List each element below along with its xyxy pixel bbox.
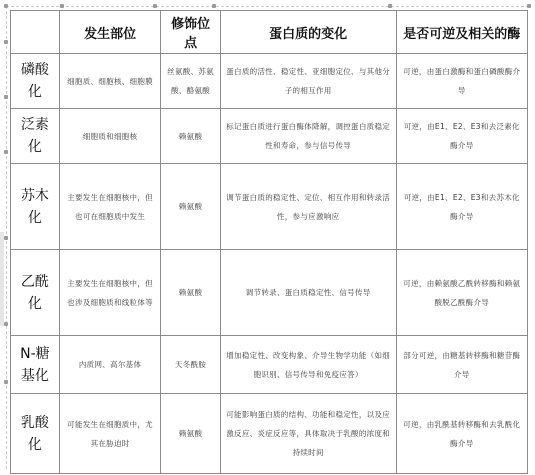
header-corner [11, 11, 60, 54]
table-header-row [11, 11, 528, 54]
cell-site: 细胞质、细胞核、细胞膜 [59, 54, 161, 109]
cell-change: 调节转录、蛋白质稳定性、信号传导 [220, 250, 396, 336]
cell-reversible: 可逆，由蛋白激酶和蛋白磷酸酶介导 [396, 54, 527, 109]
cell-residue: 赖氨酸 [161, 109, 220, 164]
cell-change: 增加稳定性、改变构象、介导生物学功能（如细胞识别、信号传导和免疫应答） [220, 336, 396, 394]
table-row [11, 54, 528, 109]
row-name: 乙酰化 [11, 250, 60, 336]
cell-residue: 赖氨酸 [161, 250, 220, 336]
header-change: 蛋白质的变化 [220, 11, 396, 54]
row-name: N-糖基化 [11, 336, 60, 394]
row-name: 乳酸化 [11, 394, 60, 474]
header-reversible: 是否可逆及相关的酶 [396, 11, 527, 54]
cell-site: 主要发生在细胞核中，但也可在细胞质中发生 [59, 164, 161, 250]
header-residue: 修饰位点 [161, 11, 220, 54]
row-name: 磷酸化 [11, 54, 60, 109]
row-marker-2[interactable] [4, 95, 8, 99]
column-marker-4[interactable] [388, 4, 392, 8]
cell-reversible: 可逆，由E1、E2、E3和去泛素化酶介导 [396, 109, 527, 164]
cell-change: 标记蛋白质进行蛋白酶体降解，调控蛋白质稳定性和寿命，参与信号传导 [220, 109, 396, 164]
row-marker-3[interactable] [4, 150, 8, 154]
cell-site: 细胞质和细胞核 [59, 109, 161, 164]
cell-reversible: 可逆，由赖氨酸乙酰转移酶和赖氨酸脱乙酰酶介导 [396, 250, 527, 336]
cell-change: 蛋白质的活性、稳定性、亚细胞定位、与其他分子的相互作用 [220, 54, 396, 109]
row-marker-1[interactable] [4, 40, 8, 44]
ptm-comparison-table [10, 10, 528, 474]
row-marker-5[interactable] [4, 322, 8, 326]
cell-reversible: 可逆，由E1、E2、E3和去苏木化酶介导 [396, 164, 527, 250]
cell-residue: 丝氨酸、苏氨酸、酪氨酸 [161, 54, 220, 109]
cell-site: 主要发生在细胞核中，但也涉及细胞质和线粒体等 [59, 250, 161, 336]
row-marker-6[interactable] [4, 380, 8, 384]
table-row [11, 109, 528, 164]
header-site: 发生部位 [59, 11, 161, 54]
column-marker-3[interactable] [212, 4, 216, 8]
cell-change: 可能影响蛋白质的结构、功能和稳定性，以及应激反应、炎症反应等，具体取决于乳酸的浓度和持续时间 [220, 394, 396, 474]
cell-residue: 天冬酰胺 [161, 336, 220, 394]
cell-residue: 赖氨酸 [161, 164, 220, 250]
cell-reversible: 部分可逆，由糖基转移酶和糖苷酶介导 [396, 336, 527, 394]
table-row [11, 164, 528, 250]
table-row [11, 394, 528, 474]
cell-residue: 赖氨酸 [161, 394, 220, 474]
table-row [11, 336, 528, 394]
row-name: 苏木化 [11, 164, 60, 250]
row-name: 泛素化 [11, 109, 60, 164]
cell-site: 内质网、高尔基体 [59, 336, 161, 394]
column-marker-2[interactable] [153, 4, 157, 8]
table-move-handle[interactable] [4, 4, 8, 8]
row-resize-bar[interactable] [0, 232, 4, 326]
row-marker-4[interactable] [4, 236, 8, 240]
cell-change: 调节蛋白质的稳定性、定位、相互作用和转录活性，参与应激响应 [220, 164, 396, 250]
column-marker-5[interactable] [527, 4, 531, 8]
column-marker-1[interactable] [60, 4, 64, 8]
table-row [11, 250, 528, 336]
cell-reversible: 可逆，由乳酰基转移酶和去乳酰化酶介导 [396, 394, 527, 474]
cell-site: 可能发生在细胞质中，尤其在胁迫时 [59, 394, 161, 474]
page-guide-top [6, 6, 529, 7]
